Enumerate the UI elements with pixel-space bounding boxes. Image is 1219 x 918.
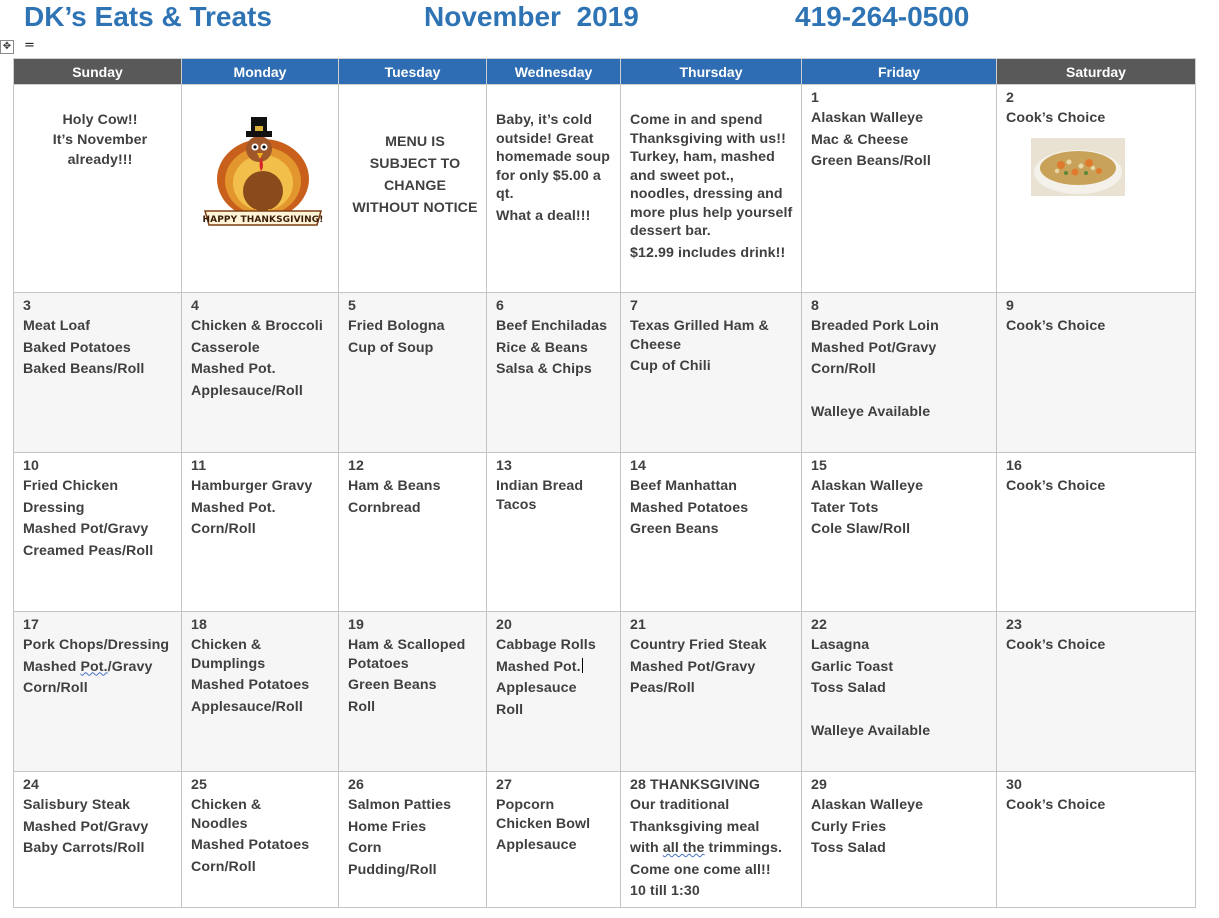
menu-item: Ham & Beans [348, 478, 441, 494]
menu-item: Roll [496, 701, 524, 718]
day-number: 1 [811, 90, 819, 106]
menu-item: Fried Chicken [23, 478, 119, 494]
week-row-3 [14, 453, 1196, 612]
menu-item: Cornbread [348, 499, 421, 516]
day-number: 12 [348, 458, 364, 474]
menu-item: Home Fries [348, 818, 427, 835]
day-cell-17[interactable] [14, 612, 182, 772]
day-header-wednesday: Wednesday [487, 59, 621, 85]
menu-item: Breaded Pork Loin [811, 318, 939, 334]
thanksgiving-invite-text: Come in and spend Thanksgiving with us!! Turkey, ham, mashed and sweet pot., noodles, dressing and more plus help yourself dessert bar. [630, 112, 793, 239]
menu-item: Come one come all!! [630, 861, 771, 878]
turkey-image [191, 109, 334, 239]
menu-item: Toss Salad [811, 680, 886, 696]
menu-item: Mashed Potatoes [191, 837, 310, 853]
day-cell-6[interactable] [487, 293, 621, 453]
menu-item: Salmon Patties [348, 797, 452, 813]
day-cell-5[interactable] [339, 293, 487, 453]
day-number: 3 [23, 298, 31, 314]
day-number: 14 [630, 458, 646, 474]
menu-item: Thanksgiving meal [630, 818, 760, 835]
week-row-4 [14, 612, 1196, 772]
menu-item: Rice & Beans [496, 339, 588, 356]
day-number: 22 [811, 617, 827, 633]
phone-number: 419-264-0500 [795, 1, 970, 32]
menu-item: Roll [348, 698, 376, 715]
soup-special-tail: What a deal!!! [496, 207, 591, 224]
menu-item: Mac & Cheese [811, 131, 909, 148]
menu-item: Salisbury Steak [23, 797, 131, 813]
menu-item: Pork Chops/Dressing [23, 637, 170, 653]
day-cell-4[interactable] [182, 293, 339, 453]
day-number: 8 [811, 298, 819, 314]
menu-item: Cook’s Choice [1006, 478, 1106, 494]
menu-item: Mashed Pot/Gravy [630, 658, 756, 675]
day-header-tuesday: Tuesday [339, 59, 487, 85]
day-number: 6 [496, 298, 504, 314]
blank-line [811, 381, 992, 402]
notice-line: SUBJECT TO [369, 156, 461, 172]
menu-item: Mashed Pot. [496, 658, 581, 675]
menu-item: Tater Tots [811, 499, 879, 516]
day-cell-18[interactable] [182, 612, 339, 772]
menu-item: Alaskan Walleye [811, 797, 924, 813]
menu-item: Baby Carrots/Roll [23, 840, 145, 856]
day-cell-12[interactable] [339, 453, 487, 612]
menu-item: Cabbage Rolls [496, 637, 596, 653]
menu-item: Beef Enchiladas [496, 318, 608, 334]
menu-item: Pudding/Roll [348, 861, 437, 878]
menu-item: Applesauce/Roll [191, 382, 303, 399]
day-number: 28 THANKSGIVING [630, 777, 760, 793]
menu-item: Peas/Roll [630, 680, 695, 696]
menu-item: Applesauce/Roll [191, 698, 303, 715]
menu-item: Alaskan Walleye [811, 478, 924, 494]
day-cell-30[interactable] [997, 772, 1196, 908]
menu-item: Country Fried Steak [630, 637, 767, 653]
menu-item: Garlic Toast [811, 658, 894, 675]
menu-item: Creamed Peas/Roll [23, 542, 154, 559]
day-header-friday: Friday [802, 59, 997, 85]
menu-item: Cup of Soup [348, 339, 434, 356]
day-header-thursday: Thursday [621, 59, 802, 85]
day-cell-21[interactable] [621, 612, 802, 772]
day-number: 17 [23, 617, 39, 633]
menu-item: Cup of Chili [630, 358, 711, 374]
day-cell-20[interactable] [487, 612, 621, 772]
day-number: 29 [811, 777, 827, 793]
day-number: 18 [191, 617, 207, 633]
note-line: It’s November [52, 132, 148, 148]
day-cell-28-thanksgiving[interactable] [621, 772, 802, 908]
day-cell-24[interactable] [14, 772, 182, 908]
walleye-note: Walleye Available [811, 403, 931, 420]
menu-item: Hamburger Gravy [191, 478, 313, 494]
day-number: 4 [191, 298, 199, 314]
menu-item: Green Beans/Roll [811, 153, 931, 169]
day-cell-3[interactable] [14, 293, 182, 453]
day-number: 5 [348, 298, 356, 314]
day-cell-23[interactable] [997, 612, 1196, 772]
menu-item: Chicken & Noodles [191, 797, 262, 832]
day-number: 27 [496, 777, 512, 793]
menu-item: Green Beans [348, 677, 437, 693]
menu-item: Baked Potatoes [23, 339, 131, 356]
day-number: 24 [23, 777, 39, 793]
week-row-2 [14, 293, 1196, 453]
day-cell-22[interactable] [802, 612, 997, 772]
menu-item: Mashed Pot. [191, 361, 276, 377]
menu-item: Cole Slaw/Roll [811, 521, 911, 537]
menu-item: Green Beans [630, 521, 719, 537]
day-cell-8[interactable] [802, 293, 997, 453]
day-cell-1[interactable] [802, 85, 997, 293]
menu-item: Mashed Pot/Gravy [23, 521, 149, 537]
day-number: 10 [23, 458, 39, 474]
menu-item: Casserole [191, 339, 260, 356]
day-cell-10[interactable] [14, 453, 182, 612]
menu-item: Baked Beans/Roll [23, 361, 145, 377]
note-line: already!!! [67, 152, 133, 168]
menu-item: Our traditional [630, 797, 730, 813]
day-header-sunday: Sunday [14, 59, 182, 85]
day-cell-13[interactable] [487, 453, 621, 612]
menu-item: Mashed Pot/Gravy [23, 818, 149, 835]
menu-item: Lasagna [811, 637, 870, 653]
day-number: 25 [191, 777, 207, 793]
day-number: 19 [348, 617, 364, 633]
menu-item: Mashed Pot/Gravy [811, 339, 937, 356]
menu-item: Beef Manhattan [630, 478, 738, 494]
notice-line: CHANGE [383, 178, 447, 194]
menu-item: Applesauce [496, 680, 577, 696]
paragraph-mark: = [24, 38, 35, 53]
day-number: 13 [496, 458, 512, 474]
business-name: DK’s Eats & Treats [24, 1, 272, 32]
menu-item: Texas Grilled Ham & Cheese [630, 318, 769, 353]
notice-line: WITHOUT NOTICE [352, 200, 478, 216]
menu-item: Applesauce [496, 837, 577, 853]
cell-thanksgiving-image[interactable] [182, 85, 339, 293]
menu-item: Dressing [23, 499, 85, 516]
menu-item: Chicken & Dumplings [191, 637, 266, 672]
day-cell-27[interactable] [487, 772, 621, 908]
day-cell-25[interactable] [182, 772, 339, 908]
menu-item: Cook’s Choice [1006, 637, 1106, 653]
menu-item: Cook’s Choice [1006, 797, 1106, 813]
month-year-title: November 2019 [424, 1, 639, 32]
menu-item: Curly Fries [811, 818, 887, 835]
menu-item: Corn/Roll [191, 521, 256, 537]
day-cell-2[interactable] [997, 85, 1196, 293]
thanksgiving-invite-price: $12.99 includes drink!! [630, 244, 786, 261]
day-header-saturday: Saturday [997, 59, 1196, 85]
note-line: Holy Cow!! [62, 112, 138, 128]
spellcheck-underline: all the [662, 840, 705, 856]
day-cell-11[interactable] [182, 453, 339, 612]
week-row-1 [14, 85, 1196, 293]
menu-calendar-table [13, 58, 1196, 908]
menu-item: with all the trimmings. [630, 840, 783, 856]
menu-item: Corn [348, 840, 382, 856]
day-number: 11 [191, 458, 207, 474]
spellcheck-underline: Pot. [80, 658, 108, 675]
day-number: 23 [1006, 617, 1022, 633]
menu-item: Alaskan Walleye [811, 110, 924, 126]
day-cell-9[interactable] [997, 293, 1196, 453]
day-number: 30 [1006, 777, 1022, 793]
menu-item: Salsa & Chips [496, 361, 592, 377]
cell-menu-notice[interactable] [339, 85, 487, 293]
day-cell-16[interactable] [997, 453, 1196, 612]
calendar-header [0, 0, 1219, 36]
day-cell-15[interactable] [802, 453, 997, 612]
walleye-note: Walleye Available [811, 722, 931, 739]
menu-item: Ham & Scalloped Potatoes [348, 637, 466, 672]
day-cell-7[interactable] [621, 293, 802, 453]
soup-bowl-image [1031, 138, 1191, 204]
day-number: 20 [496, 617, 512, 633]
day-cell-14[interactable] [621, 453, 802, 612]
menu-item: Mashed Potatoes [191, 677, 310, 693]
table-move-handle-icon[interactable]: ✥ [0, 40, 14, 54]
menu-item: Corn/Roll [23, 680, 88, 696]
soup-special-text: Baby, it’s cold outside! Great homemade soup for only $5.00 a qt. [496, 112, 611, 202]
notice-line: MENU IS [385, 134, 445, 150]
day-number: 21 [630, 617, 646, 633]
menu-item: Mashed Pot./Gravy [23, 658, 153, 675]
week-row-5 [14, 772, 1196, 908]
menu-item: Fried Bologna [348, 318, 445, 334]
menu-item: Corn/Roll [811, 361, 876, 377]
text-cursor [582, 658, 583, 673]
menu-item: Cook’s Choice [1006, 110, 1106, 126]
day-number: 2 [1006, 90, 1014, 106]
menu-item: Toss Salad [811, 840, 886, 856]
day-number: 26 [348, 777, 364, 793]
day-cell-26[interactable] [339, 772, 487, 908]
menu-item: Popcorn Chicken Bowl [496, 797, 591, 832]
cell-thanksgiving-invite[interactable] [621, 85, 802, 293]
day-number: 7 [630, 298, 638, 314]
menu-item: Chicken & Broccoli [191, 318, 323, 334]
cell-soup-special[interactable] [487, 85, 621, 293]
menu-item: Mashed Pot. [191, 499, 276, 516]
day-number: 9 [1006, 298, 1014, 314]
day-number: 15 [811, 458, 827, 474]
menu-item: Cook’s Choice [1006, 318, 1106, 334]
menu-item: Meat Loaf [23, 318, 91, 334]
menu-item: Mashed Potatoes [630, 499, 749, 516]
day-header-monday: Monday [182, 59, 339, 85]
day-cell-29[interactable] [802, 772, 997, 908]
day-cell-19[interactable] [339, 612, 487, 772]
day-number: 16 [1006, 458, 1022, 474]
blank-line [811, 700, 992, 721]
menu-item: 10 till 1:30 [630, 883, 700, 899]
cell-note-holy-cow[interactable] [14, 85, 182, 293]
menu-item: Indian Bread Tacos [496, 478, 584, 513]
turkey-banner-text: HAPPY THANKSGIVING! [202, 215, 323, 225]
weekday-header-row [14, 59, 1196, 85]
menu-item: Corn/Roll [191, 858, 256, 875]
